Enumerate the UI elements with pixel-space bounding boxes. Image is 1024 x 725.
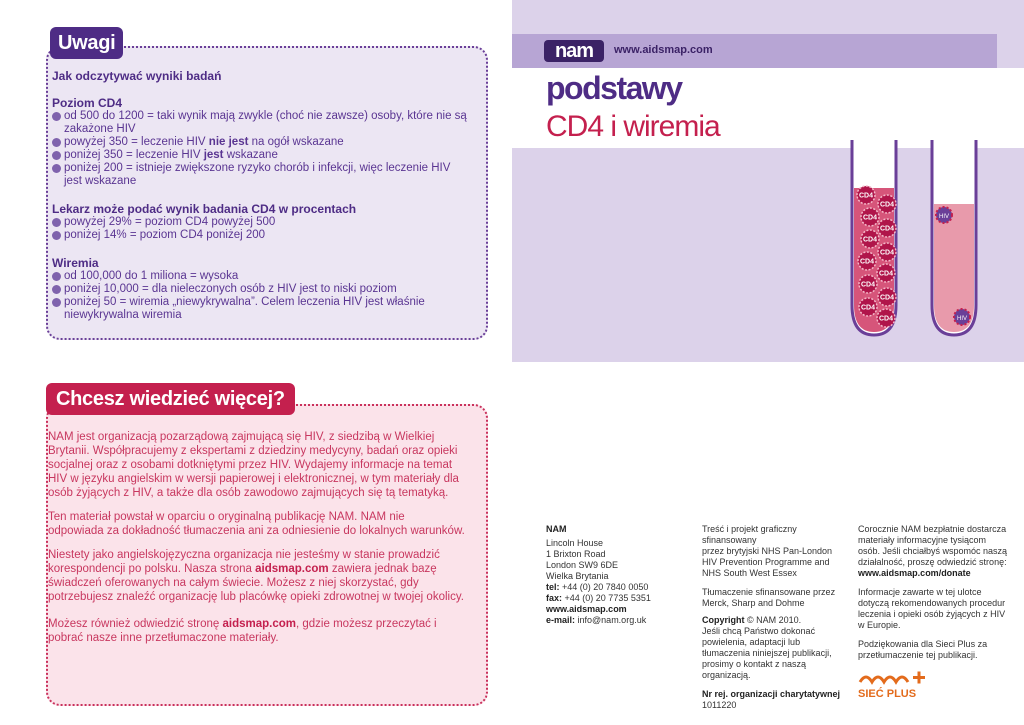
cd4-cell-label: CD4 [879, 294, 895, 302]
viral-item-2: poniżej 10,000 = dla nieleczonych osób z HIV jest to niski poziom [64, 283, 397, 295]
nam-logo: nam [544, 40, 604, 62]
cd4-cell-icon [859, 298, 877, 316]
cd4-cell-label: CD4 [879, 201, 895, 209]
more-paragraph-2: Ten materiał powstał w oparciu o oryginalną publikację NAM. NAM nie odpowiada za dokładność tłumaczenia ani za odniesienie do lokalnych warunków. [48, 511, 465, 537]
cd4-cell-icon [878, 243, 896, 261]
cd4-cell-label: CD4 [860, 281, 876, 289]
cd4-cell-icon [877, 309, 895, 327]
more-paragraph-4: Możesz również odwiedzić stronę aidsmap.com, gdzie możesz przeczytać i pobrać nasze inne przetłumaczone materiały. [48, 618, 437, 644]
svg-text:HIV: HIV [956, 316, 968, 322]
siec-plus-logo-mark [858, 670, 928, 690]
cd4-cell-icon [878, 288, 896, 306]
cd4-cell-icon [878, 219, 896, 237]
percent-item-2: poniżej 14% = poziom CD4 poniżej 200 [64, 229, 266, 241]
cd4-cell-label: CD4 [862, 214, 878, 222]
bullet [52, 298, 61, 307]
footer-web-link[interactable]: www.aidsmap.com [546, 604, 627, 614]
cd4-cell-label: CD4 [858, 192, 874, 200]
donate-link[interactable]: www.aidsmap.com/donate [858, 568, 971, 578]
cd4-item-1: od 500 do 1200 = taki wynik mają zwykle (choć nie zawsze) osoby, które nie są zakażone HIV [64, 110, 467, 135]
cd4-cell-icon [858, 252, 876, 270]
cd4-cell-label: CD4 [878, 315, 894, 323]
cd4-cell-icon [861, 208, 879, 226]
bullet [52, 112, 61, 121]
more-info-tab: Chcesz wiedzieć więcej? [46, 383, 295, 415]
bullet [52, 151, 61, 160]
cd4-cell-label: CD4 [878, 270, 894, 278]
cd4-cell-icon [877, 264, 895, 282]
cd4-item-3: poniżej 350 = leczenie HIV jest wskazane [64, 149, 278, 161]
notes-tab: Uwagi [50, 27, 123, 59]
bullet [52, 218, 61, 227]
cd4-cell-icon [859, 275, 877, 293]
hiv-virus-icon [936, 207, 952, 223]
notes-heading: Jak odczytywać wyniki badań [52, 69, 222, 83]
cd4-cell-icon [861, 230, 879, 248]
bullet [52, 285, 61, 294]
cd4-item-2: powyżej 350 = leczenie HIV nie jest na ogół wskazane [64, 136, 344, 148]
siec-plus-logo-text: SIEĆ PLUS [858, 688, 917, 700]
hiv-virus-icon [954, 309, 970, 325]
percent-heading: Lekarz może podać wynik badania CD4 w procentach [52, 202, 357, 216]
cover-url[interactable]: www.aidsmap.com [614, 44, 713, 56]
viral-item-3: poniżej 50 = wiremia „niewykrywalna”. Celem leczenia HIV jest właśnie niewykrywalna wiremia [64, 296, 425, 321]
cover-subtitle: CD4 i wiremia [546, 110, 720, 143]
cd4-cell-icon [878, 195, 896, 213]
cd4-item-4: poniżej 200 = istnieje zwiększone ryzyko chorób i infekcji, więc leczenie HIV jest wskazane [64, 162, 451, 187]
cd4-cell-label: CD4 [879, 249, 895, 257]
cd4-cell-icon [857, 186, 875, 204]
aidsmap-link[interactable]: aidsmap.com [222, 618, 296, 630]
bullet [52, 272, 61, 281]
cd4-heading: Poziom CD4 [52, 96, 123, 110]
footer-email-link[interactable]: info@nam.org.uk [577, 615, 647, 625]
viral-heading: Wiremia [52, 256, 99, 270]
cd4-cell-label: CD4 [862, 236, 878, 244]
cover-title: podstawy [546, 70, 682, 106]
bullet [52, 231, 61, 240]
bullet [52, 138, 61, 147]
viral-item-1: od 100,000 do 1 miliona = wysoka [64, 270, 239, 282]
test-tubes-illustration [840, 140, 990, 340]
cd4-cell-label: CD4 [879, 225, 895, 233]
cd4-cell-label: CD4 [859, 258, 875, 266]
footer-credits: Treść i projekt graficzny sfinansowany przez brytyjski NHS Pan-London HIV Prevention Programme and NHS South West Essex Tłumaczenie sfinansowane przez Merck, Sharp and Dohme Copyright © NAM 2010. Jeśli chcą Państwo dokonać powielenia, adaptacji lub tłumaczenia niniejszej publikacji, prosimy o kontakt z naszą organizacją. Nr rej. organizacji charytatywnej 1011220 [702, 524, 841, 710]
svg-text:HIV: HIV [938, 214, 950, 220]
more-paragraph-1: NAM jest organizacją pozarządową zajmującą się HIV, z siedzibą w Wielkiej Brytanii. Współpracujemy z ekspertami z dziedziny medycyny, badań oraz opieki socjalnej oraz z osobami dotkniętymi przez HIV. Wydajemy informacje na temat HIV w języku angielskim w wersji papierowej i elektronicznej, w tym materiały dla osób żyjących z HIV, a także dla osób zawodowo zajmujących się tą tematyką. [48, 431, 459, 499]
footer-address: NAM Lincoln House 1 Brixton Road London SW9 6DE Wielka Brytania tel: +44 (0) 20 7840 0050 fax: +44 (0) 20 7735 5351 www.aidsmap.com e-mail: info@nam.org.uk [546, 524, 651, 625]
cd4-cell-label: CD4 [860, 304, 876, 312]
bullet [52, 164, 61, 173]
footer-info: Corocznie NAM bezpłatnie dostarcza materiały informacyjne tysiącom osób. Jeśli chciałbyś wspomóc naszą działalność, proszę odwiedzić stronę: www.aidsmap.com/donate Informacje zawarte w tej ulotce dotyczą rekomendowanych procedur leczenia i opieki osób żyjących z HIV w Europie. Podziękowania dla Sieci Plus za przetłumaczenie tej publikacji. [858, 524, 1008, 660]
aidsmap-link[interactable]: aidsmap.com [255, 563, 329, 575]
more-paragraph-3: Niestety jako angielskojęzyczna organizacja nie jesteśmy w stanie prowadzić korespondencji po polsku. Nasza strona aidsmap.com zawiera jednak bazę świadczeń oferowanych na całym świecie. Możesz z niej skorzystać, gdy potrzebujesz znaleźć organizację lub placówkę opieki zdrowotnej w twojej okolicy. [48, 549, 464, 603]
percent-item-1: powyżej 29% = poziom CD4 powyżej 500 [64, 216, 276, 228]
